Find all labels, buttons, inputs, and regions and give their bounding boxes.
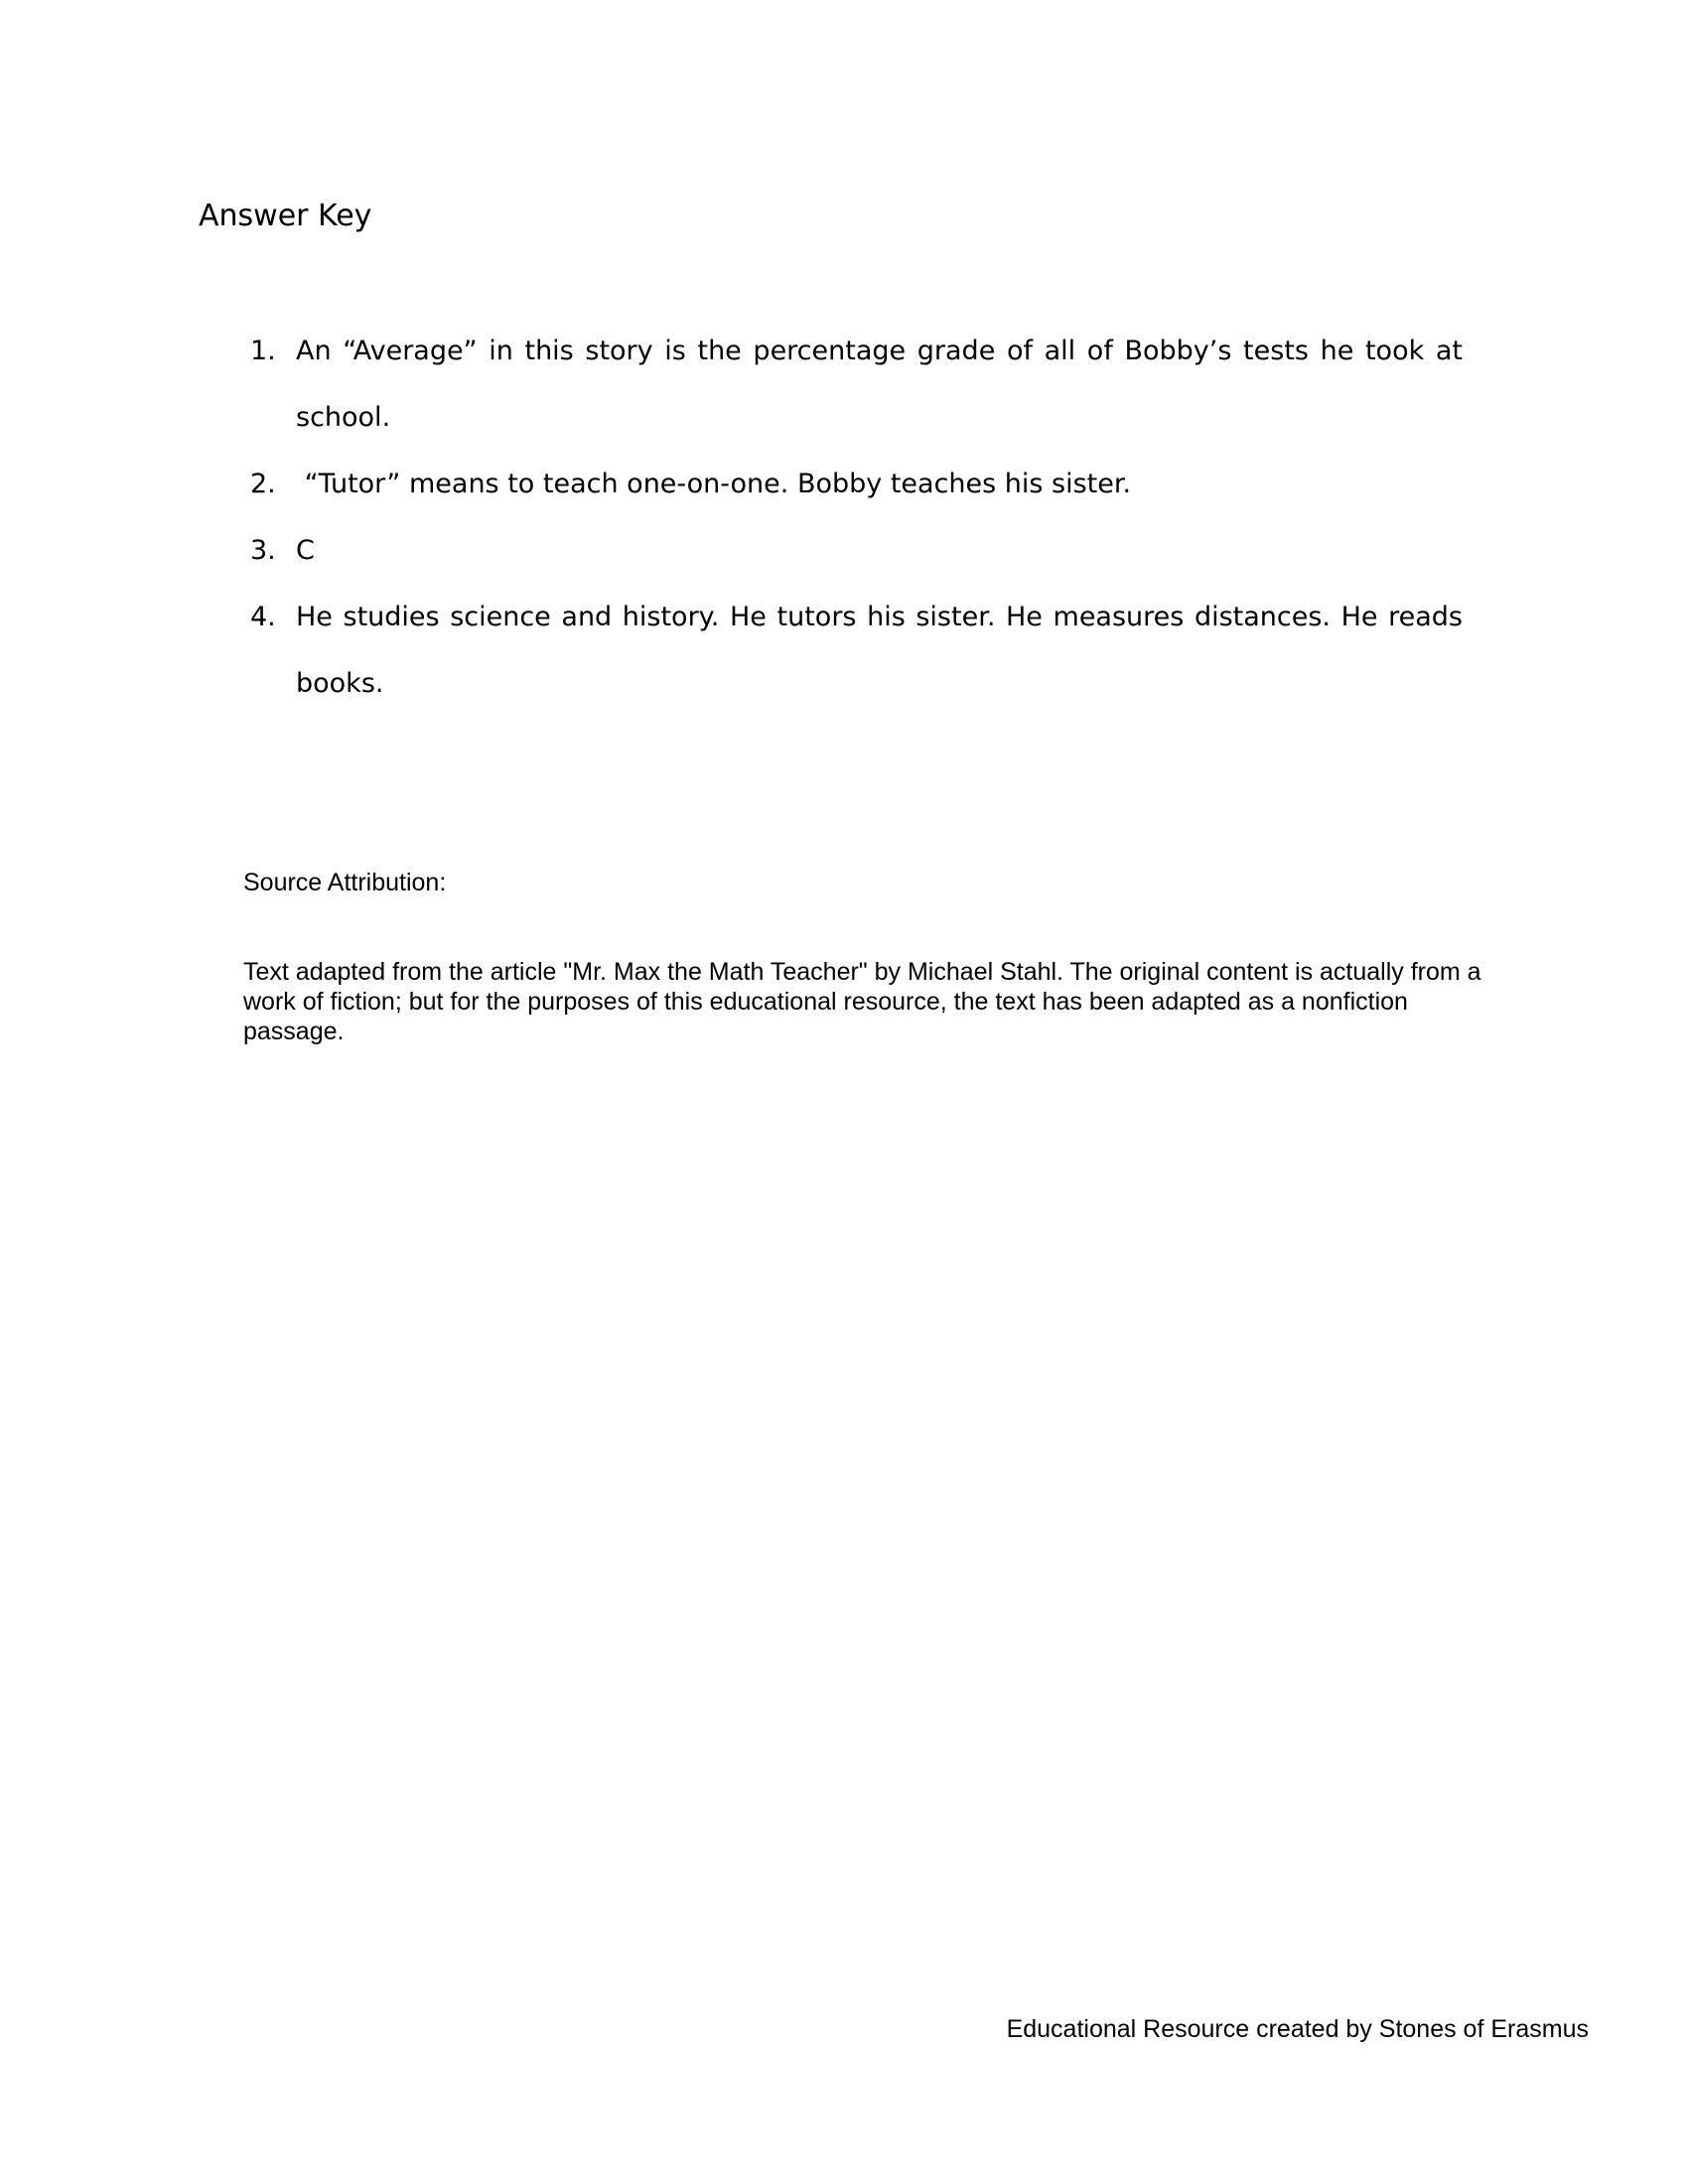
answer-number: 1.: [250, 336, 276, 366]
answer-text: He studies science and history. He tutors his sister. He measures distances. He reads books.: [296, 602, 1463, 699]
source-attribution-text: Text adapted from the article "Mr. Max the Math Teacher" by Michael Stahl. The original content is actually from a work of fiction; but for the purposes of this educational resource, the text has been adapted as a nonfiction passage.: [243, 958, 1481, 1045]
source-attribution-label: Source Attribution:: [243, 869, 447, 896]
answer-number: 2.: [250, 469, 276, 499]
page-title: Answer Key: [199, 199, 372, 233]
answer-item-2: [250, 451, 1463, 517]
answer-item-3: [250, 517, 1463, 584]
answer-number: 4.: [250, 602, 276, 632]
answer-item-1: [250, 318, 1463, 451]
answer-item-4: [250, 584, 1463, 717]
answer-text: “Tutor” means to teach one-on-one. Bobby teaches his sister.: [296, 469, 1132, 499]
answer-text: An “Average” in this story is the percentage grade of all of Bobby’s tests he took at school.: [296, 336, 1463, 433]
footer-credit: Educational Resource created by Stones of Erasmus: [1006, 2015, 1589, 2043]
answer-text: C: [296, 535, 315, 566]
answer-list: [250, 318, 1463, 717]
answer-number: 3.: [250, 535, 276, 566]
